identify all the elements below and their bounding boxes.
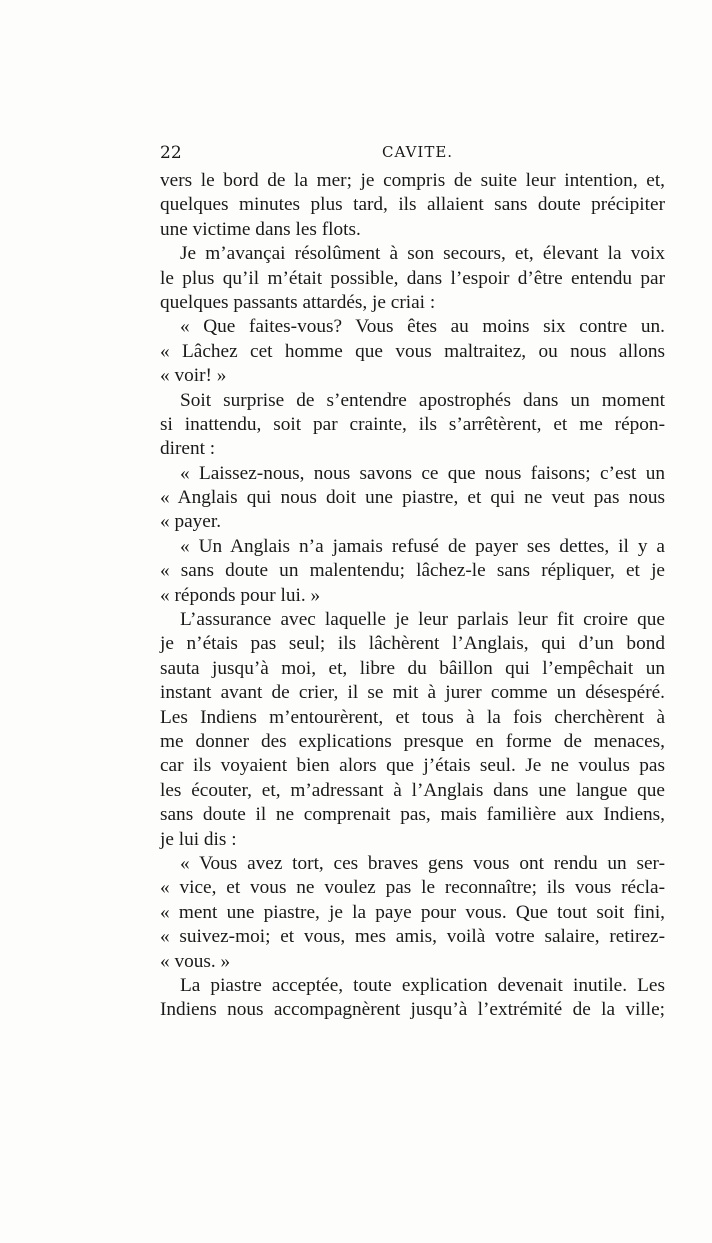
- text-line: « Laissez-nous, nous savons ce que nous faisons; c’est un: [180, 462, 665, 484]
- text-line: me donner des explications presque en forme de menaces,: [160, 730, 665, 752]
- text-line: Indiens nous accompagnèrent jusqu’à l’extrémité de la ville;: [160, 999, 665, 1021]
- page-number: 22: [160, 143, 182, 163]
- text-line: les écouter, et, m’adressant à l’Anglais dans une langue que: [160, 779, 665, 801]
- text-line: je n’étais pas seul; ils lâchèrent l’Anglais, qui d’un bond: [160, 633, 665, 655]
- text-line: si inattendu, soit par crainte, ils s’arrêtèrent, et me répon-: [160, 413, 665, 435]
- text-line: sans doute il ne comprenait pas, mais familière aux Indiens,: [160, 804, 665, 826]
- text-line: « Anglais qui nous doit une piastre, et qui ne veut pas nous: [160, 487, 665, 509]
- text-line: Soit surprise de s’entendre apostrophés dans un moment: [180, 389, 665, 411]
- body-text: [160, 169, 665, 1023]
- text-line: le plus qu’il m’était possible, dans l’espoir d’être entendu par: [160, 267, 665, 289]
- text-line: instant avant de crier, il se mit à jurer comme un désespéré.: [160, 682, 665, 704]
- text-line: sauta jusqu’à moi, et, libre du bâillon qui l’empêchait un: [160, 657, 665, 679]
- text-line: quelques passants attardés, je criai :: [160, 291, 436, 313]
- text-line: « voir! »: [160, 365, 227, 387]
- text-line: Les Indiens m’entourèrent, et tous à la fois cherchèrent à: [160, 706, 665, 728]
- text-line: « payer.: [160, 511, 222, 533]
- text-line: une victime dans les flots.: [160, 218, 361, 240]
- text-line: vers le bord de la mer; je compris de suite leur intention, et,: [160, 170, 665, 191]
- text-line: je lui dis :: [160, 828, 237, 850]
- running-title: CAVITE.: [382, 143, 454, 161]
- text-line: « ment une piastre, je la paye pour vous. Que tout soit fini,: [160, 901, 665, 923]
- page-header: [160, 143, 665, 167]
- text-line: « Un Anglais n’a jamais refusé de payer ses dettes, il y a: [180, 535, 665, 557]
- text-line: « vous. »: [160, 950, 231, 972]
- text-line: Je m’avançai résolûment à son secours, et, élevant la voix: [180, 243, 665, 265]
- text-line: « suivez-moi; et vous, mes amis, voilà votre salaire, retirez-: [160, 926, 665, 948]
- text-line: « Vous avez tort, ces braves gens vous ont rendu un ser-: [180, 852, 665, 874]
- text-line: « sans doute un malentendu; lâchez-le sans répliquer, et je: [160, 560, 665, 582]
- text-line: car ils voyaient bien alors que j’étais seul. Je ne voulus pas: [160, 755, 665, 777]
- text-line: L’assurance avec laquelle je leur parlais leur fit croire que: [180, 609, 665, 631]
- text-line: « Que faites-vous? Vous êtes au moins six contre un.: [180, 316, 665, 338]
- text-line: La piastre acceptée, toute explication devenait inutile. Les: [180, 974, 665, 996]
- text-line: « Lâchez cet homme que vous maltraitez, ou nous allons: [160, 340, 665, 362]
- text-line: quelques minutes plus tard, ils allaient sans doute précipiter: [160, 194, 665, 216]
- text-line: « vice, et vous ne voulez pas le reconnaître; ils vous récla-: [160, 877, 665, 899]
- text-line: « réponds pour lui. »: [160, 584, 321, 606]
- text-line: dirent :: [160, 438, 216, 460]
